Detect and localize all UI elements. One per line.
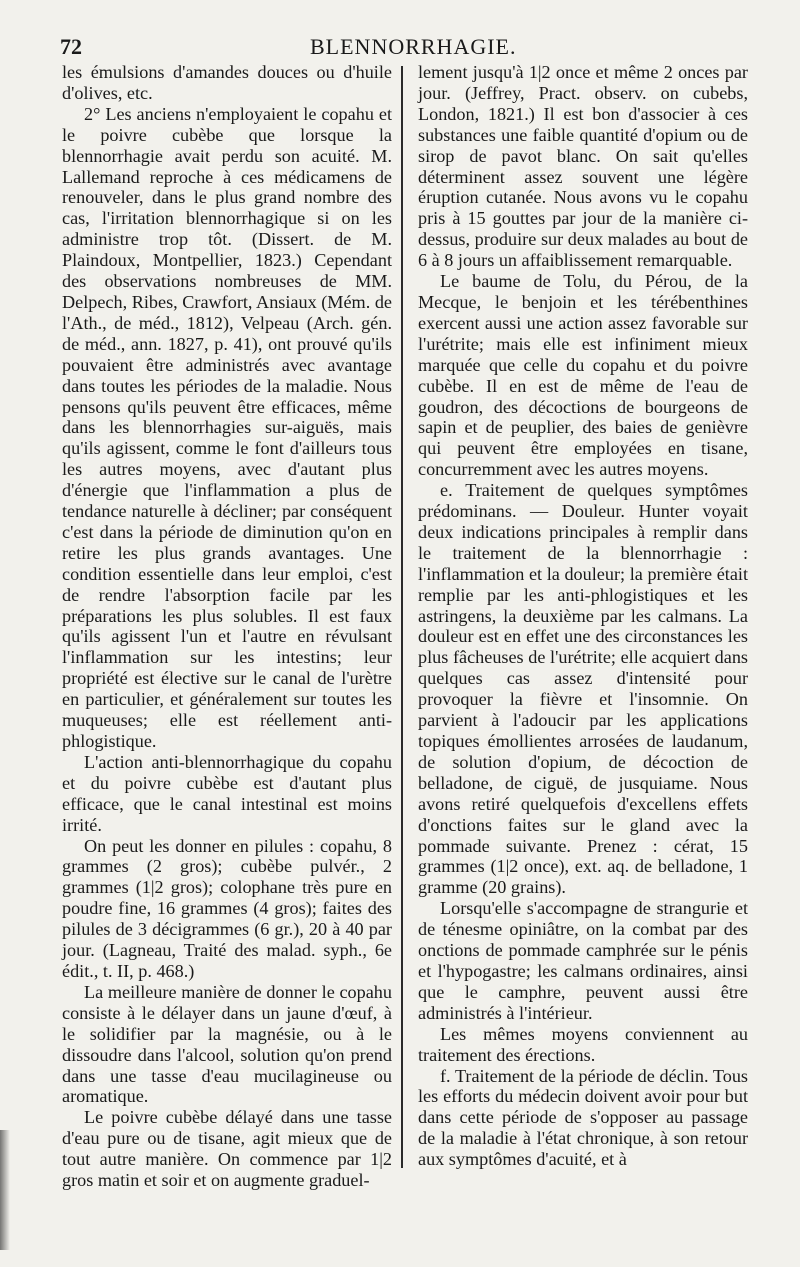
right-column [418,62,748,1170]
page-number: 72 [60,34,82,59]
paragraph: Lorsqu'elle s'accompagne de strangurie et de ténesme opiniâtre, on la combat par des onctions de pommade camphrée sur le pénis et l'hypogastre; les calmans ordinaires, ainsi que le camphre, peuvent aussi être administrés à l'intérieur. [418,898,748,1023]
paragraph: les émulsions d'amandes douces ou d'huile d'olives, etc. [62,62,392,103]
binding-shadow [0,1130,10,1250]
running-title: BLENNORRHAGIE. [310,34,517,59]
page-header [60,34,750,64]
paragraph: On peut les donner en pilules : copahu, 8 grammes (2 gros); cubèbe pulvér., 2 grammes (1|2 gros); colophane très pure en poudre fine, 16 grammes (4 gros); faites des pilules de 3 décigrammes (6 gr.), 20 à 40 par jour. (Lagneau, Traité des malad. syph., 6e édit., t. II, p. 468.) [62,835,392,981]
paragraph: Le baume de Tolu, du Pérou, de la Mecque, le benjoin et les térébenthines exercent aussi une action assez favorable sur l'urétrite; mais elle est infiniment mieux marquée que celle du copahu et du poivre cubèbe. Il en est de même de l'eau de goudron, des décoctions de bourgeons de sapin et de peuplier, des baies de genièvre qui peuvent être employées en tisane, concurremment avec les autres moyens. [418,271,748,480]
paragraph: e. Traitement de quelques symptômes prédominans. — Douleur. Hunter voyait deux indications principales à remplir dans le traitement de la blennorrhagie : l'inflammation et la douleur; la première était remplie par les anti-phlogistiques et les astringens, la deuxième par les calmans. La douleur est en effet une des circonstances les plus fâcheuses de l'urétrite; elle acquiert dans quelques cas assez d'intensité pour provoquer la fièvre et l'insomnie. On parvient à l'adoucir par les applications topiques émollientes arrosées de laudanum, de solution d'opium, de décoction de belladone, de ciguë, de jusquiame. Nous avons retiré quelquefois d'excellens effets d'onctions faites sur le gland avec la pommade suivante. Prenez : cérat, 15 grammes (1|2 once), ext. aq. de belladone, 1 gramme (20 grains). [418,480,748,898]
paragraph: f. Traitement de la période de déclin. Tous les efforts du médecin doivent avoir pour but dans cette période de s'opposer au passage de la maladie à l'état chronique, à son retour aux symptômes d'acuité, et à [418,1065,748,1170]
paragraph: Le poivre cubèbe délayé dans une tasse d'eau pure ou de tisane, agit mieux que de tout autre manière. On commence par 1|2 gros matin et soir et on augmente graduel- [62,1107,392,1191]
column-divider [401,66,403,1168]
paragraph: L'action anti-blennorrhagique du copahu et du poivre cubèbe est d'autant plus efficace, que le canal intestinal est moins irrité. [62,751,392,835]
left-column [62,62,392,1191]
paragraph: Les mêmes moyens conviennent au traitement des érections. [418,1023,748,1065]
paragraph: La meilleure manière de donner le copahu consiste à le délayer dans un jaune d'œuf, à le solidifier par la magnésie, ou à le dissoudre dans l'alcool, solution qu'on prend dans une tasse d'eau mucilagineuse ou aromatique. [62,981,392,1107]
paragraph: 2° Les anciens n'employaient le copahu et le poivre cubèbe que lorsque la blennorrhagie avait perdu son acuité. M. Lallemand reproche à ces médicamens de renouveler, dans le plus grand nombre des cas, l'irritation blennorrhagique si on les administre trop tôt. (Dissert. de M. Plaindoux, Montpellier, 1823.) Cependant des observations nombreuses de MM. Delpech, Ribes, Crawfort, Ansiaux (Mém. de l'Ath., de méd., 1812), Velpeau (Arch. gén. de méd., ann. 1827, p. 41), ont prouvé qu'ils pouvaient être administrés avec avantage dans toutes les périodes de la maladie. Nous pensons qu'ils peuvent être efficaces, même dans les blennorrhagies sur-aiguës, mais qu'ils agissent, comme le font d'ailleurs tous les autres moyens, avec d'autant plus d'énergie que l'inflammation a plus de tendance naturelle à décliner; par conséquent c'est dans la période de diminution qu'on en retire les plus grands avantages. Une condition essentielle dans leur emploi, c'est de rendre l'absorption facile par les préparations les plus solubles. Il est faux qu'ils agissent l'un et l'autre en révulsant l'inflammation sur les intestins; leur propriété est élective sur le canal de l'urètre en particulier, et généralement sur toutes les muqueuses; elle est réellement anti-phlogistique. [62,103,392,751]
paragraph: lement jusqu'à 1|2 once et même 2 onces par jour. (Jeffrey, Pract. observ. on cubebs, London, 1821.) Il est bon d'associer à ces substances une faible quantité d'opium ou de sirop de pavot blanc. On sait qu'elles déterminent assez souvent une légère éruption cutanée. Nous avons vu le copahu pris à 15 gouttes par jour de la manière ci-dessus, produire sur deux malades au bout de 6 à 8 jours un affaiblissement remarquable. [418,62,748,271]
